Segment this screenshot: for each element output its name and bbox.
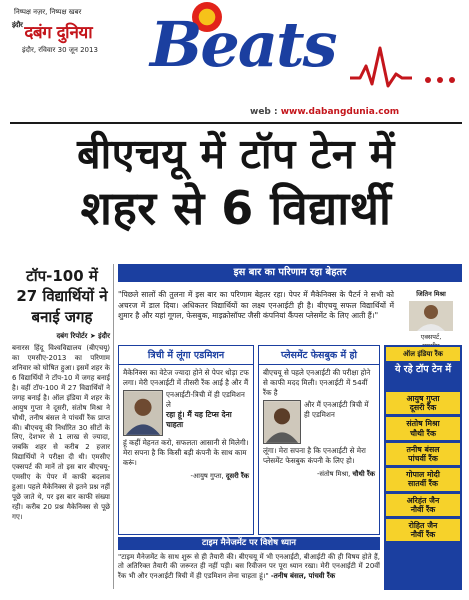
- rank-value: चौथी रैंक: [410, 428, 436, 438]
- paper-dateline: इंदौर, रविवार 30 जून 2013: [22, 46, 98, 54]
- bottom-quote-text: "टाइम मैनेजमेंट के साथ शुरू से ही तैयारी की। बीएचयू में भी एनआईटी, बीआईटी की ही विषय होते हैं, तो अतिरिक्त तैयारी की जरूरत ही नहीं पड़ी। बस रिवीजन पर पूरा ध्यान रखा। मेरी एनआईटी में 20वीं रैंक भी और एनआईटी त्रिची में ही एडमिशन लेना चाहता हूं।": [118, 553, 380, 580]
- quote-title: त्रिची में लूंगा एडमिशन: [119, 346, 253, 365]
- heartbeat-wave-icon: [350, 44, 462, 90]
- rank-panel-label: ऑल इंडिया रैंक: [386, 347, 460, 361]
- section-title: Beats: [150, 8, 336, 81]
- signature-rank: चौथी रैंक: [352, 469, 375, 478]
- bottom-signature: -तनीष बंसल, पांचवी रैंक: [270, 571, 336, 580]
- quote-title: प्लेसमेंट फेसबुक में हो: [259, 346, 379, 365]
- rank-value: पांचवीं रैंक: [408, 453, 438, 463]
- expert-photo: [409, 301, 453, 331]
- student-photo: [263, 400, 301, 444]
- paper-logo-city: इंदौर: [12, 20, 23, 29]
- rank-student-name: गोपाल मोदी: [406, 470, 440, 480]
- masthead-rule: [10, 122, 462, 124]
- quote-text: और मैं एनआईटी त्रिची में ही एडमिशन: [304, 399, 369, 419]
- expert-name: जितिन मिश्रा: [416, 290, 446, 298]
- rank-student-name: अरिहंत जैन: [406, 495, 440, 505]
- headline-line-2: शहर से 6 विद्यार्थी: [80, 181, 392, 236]
- quote-text: लूंगा। मेरा सपना है कि एनआईटी से मेरा प्लेसमेंट फेसबुक कंपनी के लिए हो।: [263, 445, 366, 465]
- student-photo: [123, 390, 163, 436]
- quote-text: बीएचयू से पहले एनआईटी की परीक्षा होने से काफी मदद मिली। एनआईटी में 54वीं रैंक है: [263, 368, 371, 397]
- expert-caption: [400, 290, 462, 350]
- rank-item: [386, 494, 460, 516]
- quote-box-santosh: [258, 345, 380, 535]
- paper-logo-text: दबंग दुनिया: [24, 23, 93, 43]
- quote-highlight: रहा हूं। मैं यह टिप्स देना चाहता: [166, 409, 232, 430]
- signature-name: -संतोष मिश्रा,: [316, 469, 351, 478]
- expert-role: एक्सपर्ट,: [420, 332, 442, 341]
- sub-headline: टॉप-100 में 27 विद्यार्थियों ने बनाई जगह: [16, 267, 108, 326]
- website-line: [250, 107, 399, 117]
- kicker-band: इस बार का परिणाम रहा बेहतर: [118, 264, 462, 282]
- rank-item: [386, 417, 460, 439]
- rank-value: नौवीं रैंक: [410, 530, 436, 540]
- rank-list: [386, 392, 460, 544]
- bottom-quote: [118, 553, 380, 581]
- rank-panel-heading: ये रहे टॉप टेन में: [394, 364, 452, 375]
- paper-tagline: निष्पक्ष नज़र, निष्पक्ष खबर: [14, 8, 82, 16]
- signature-rank: दूसरी रैंक: [225, 471, 249, 480]
- signature-name: -आयुष गुप्ता,: [190, 471, 224, 480]
- bottom-heading: टाइम मैनेजमेंट पर विशेष ध्यान: [118, 537, 380, 550]
- quote-box-aayush: [118, 345, 254, 535]
- rank-value: सातवीं रैंक: [408, 479, 438, 489]
- rank-student-name: तनीष बंसल: [406, 444, 440, 454]
- rank-item: [386, 468, 460, 490]
- rank-value: दूसरी रैंक: [409, 403, 437, 413]
- quote-text: मैकेनिक्स का वेटेज ज्यादा होने से पेपर थोड़ा टफ लगा। मेरी एनआईटी में तीसरी रैंक आई है और मैं: [123, 368, 249, 387]
- rank-student-name: रोहित जैन: [408, 520, 438, 530]
- quote-signature: [123, 471, 249, 480]
- website-label: web :: [250, 107, 278, 117]
- article-body: बनारस हिंदू विश्वविद्यालय (बीएचयू) का एमसीए-2013 का परिणाम शनिवार को घोषित हुआ। इसमें शहर के 6 विद्यार्थियों ने टॉप-10 में जगह बनाई है। वहीं टॉप-100 में 27 विद्यार्थियों ने जगह बनाई है। ऑल इंडिया में शहर के आयुष गुप्ता ने दूसरी, संतोष मिश्रा ने चौथी, तनीष बंसल ने पांचवीं रैंक प्राप्त की। बीएचयू की निर्धारित 30 सीटों के लिए, देशभर से 1 लाख से ज्यादा, जबकि शहर से करीब 2 हजार विद्यार्थियों ने परीक्षा दी थी। एमसीए एक्सपर्ट की मानें तो इस बार बीएचयू-एमसीए के पेपर में काफी बदलाव हुआ। पहले मैकेनिक्स से इतने प्रश्न नहीं पूछे जाते थे, पर इस बार काफी संख्या रही। करीब 20 प्रश्न मैकेनिक्स से पूछे गए।: [12, 344, 110, 521]
- rank-student-name: संतोष मिश्रा: [406, 419, 440, 429]
- quote-signature: [263, 469, 375, 478]
- expert-quote: "पिछले सालों की तुलना में इस बार का परिणाम बेहतर रहा। पेपर में मैकेनिक्स के पैटर्न ने सभी को अचरज में डाल दिया। अधिकतर विद्यार्थियों का लक्ष्य एनआईटी ही है। बीएचयू सफल विद्यार्थियों में शुमार है और यहां गूगल, फेसबुक, माइक्रोसॉफ्ट जैसी कंपनियां कैंपस प्लेसमेंट के लिए आती हैं।": [118, 290, 394, 321]
- byline: दबंग रिपोर्टर ➤ इंदौर: [56, 332, 110, 340]
- quote-text: एनआईटी-त्रिची में ही एडमिशन ले: [166, 389, 245, 409]
- paper-logo: [12, 20, 92, 43]
- rank-item: [386, 519, 460, 541]
- headline-line-1: बीएचयू में टॉप टेन में: [77, 130, 395, 178]
- rank-value: नौवीं रैंक: [410, 504, 436, 514]
- rank-item: [386, 392, 460, 414]
- website-url: www.dabangdunia.com: [280, 107, 400, 117]
- column-divider: [113, 264, 114, 589]
- main-headline: [8, 132, 464, 234]
- rank-item: [386, 443, 460, 465]
- quote-text: हूं कहीं मेहनत करो, सफलता आसानी से मिलेगी। मेरा सपना है कि किसी बड़ी कंपनी के साथ काम करूं।: [123, 437, 249, 467]
- rank-student-name: आयुष गुप्ता: [406, 394, 440, 403]
